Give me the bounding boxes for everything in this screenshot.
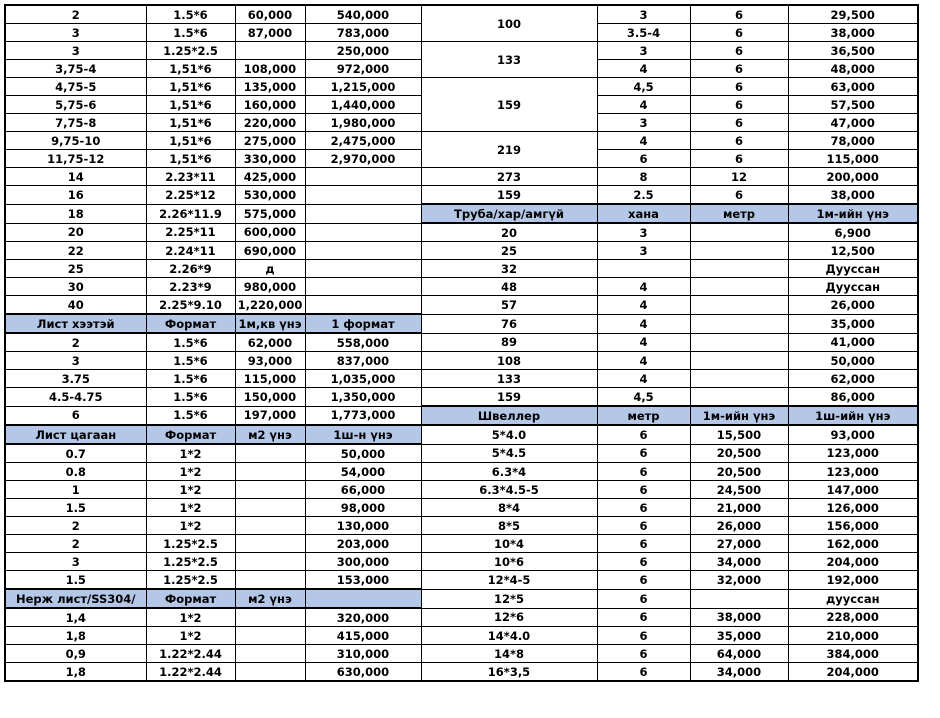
table-cell: 10*4 (421, 535, 597, 553)
table-cell: 1.5*6 (146, 333, 235, 352)
table-cell: 20 (5, 223, 146, 242)
table-cell: 1.22*2.44 (146, 663, 235, 682)
section-header-cell: Нерж лист/SS304/ (5, 589, 146, 608)
section-header-cell: Труба/хар/амгүй (421, 204, 597, 223)
table-cell: 89 (421, 333, 597, 352)
section-header-cell: 1 формат (305, 314, 421, 333)
table-cell: 1.25*2.5 (146, 535, 235, 553)
table-cell: 1,220,000 (235, 296, 305, 315)
table-cell: 10*6 (421, 553, 597, 571)
table-cell: 34,000 (690, 553, 788, 571)
table-cell: 6 (597, 517, 690, 535)
table-cell: 1.5*6 (146, 5, 235, 24)
table-cell: 25 (421, 242, 597, 260)
table-cell: 6 (597, 444, 690, 463)
table-cell: 20 (421, 223, 597, 242)
table-cell: 29,500 (788, 5, 918, 24)
table-cell: 300,000 (305, 553, 421, 571)
table-cell: 1*2 (146, 517, 235, 535)
table-cell: 48,000 (788, 60, 918, 78)
table-cell: 27,000 (690, 535, 788, 553)
table-cell: 0,9 (5, 645, 146, 663)
table-cell: 20,500 (690, 444, 788, 463)
table-cell: 8 (597, 168, 690, 186)
table-cell: 62,000 (788, 370, 918, 388)
table-cell: 197,000 (235, 406, 305, 425)
table-cell: 147,000 (788, 481, 918, 499)
table-cell: 2.25*12 (146, 186, 235, 205)
table-cell: 3 (5, 352, 146, 370)
table-cell (690, 260, 788, 278)
table-cell: 4 (597, 370, 690, 388)
table-cell: 2.25*11 (146, 223, 235, 242)
table-cell: 2.23*11 (146, 168, 235, 186)
table-cell: 30 (5, 278, 146, 296)
table-cell: 12*5 (421, 589, 597, 608)
table-cell: 3.5-4 (597, 24, 690, 42)
table-cell: 203,000 (305, 535, 421, 553)
table-cell: 1.5 (5, 499, 146, 517)
table-cell: 6.3*4.5-5 (421, 481, 597, 499)
table-cell: 1*2 (146, 499, 235, 517)
table-cell: 4 (597, 60, 690, 78)
table-cell: 6 (690, 24, 788, 42)
table-cell: 15,500 (690, 425, 788, 444)
section-header-cell: Швеллер (421, 406, 597, 425)
table-cell: 12,500 (788, 242, 918, 260)
table-cell (305, 278, 421, 296)
price-table-body (5, 5, 918, 681)
table-cell: 1,8 (5, 627, 146, 645)
table-cell (597, 260, 690, 278)
table-cell: 837,000 (305, 352, 421, 370)
table-cell: 18 (5, 204, 146, 223)
section-header-cell: 1ш-н үнэ (305, 425, 421, 444)
table-cell: 123,000 (788, 444, 918, 463)
table-cell: 5*4.0 (421, 425, 597, 444)
table-cell (235, 663, 305, 682)
section-header-cell: Лист хээтэй (5, 314, 146, 333)
table-cell: 530,000 (235, 186, 305, 205)
table-cell: 6 (597, 481, 690, 499)
table-cell: 3 (597, 242, 690, 260)
table-cell: 1,51*6 (146, 114, 235, 132)
table-cell: 3 (597, 114, 690, 132)
table-cell (235, 645, 305, 663)
table-cell: 57,500 (788, 96, 918, 114)
table-cell: 6 (690, 132, 788, 150)
table-cell: 220,000 (235, 114, 305, 132)
table-cell: 108,000 (235, 60, 305, 78)
table-cell: 1*2 (146, 608, 235, 627)
table-cell: 415,000 (305, 627, 421, 645)
table-cell: 62,000 (235, 333, 305, 352)
table-cell: 4 (597, 296, 690, 315)
table-cell: 4,5 (597, 388, 690, 407)
table-cell: 575,000 (235, 204, 305, 223)
section-header-cell: 1м-ийн үнэ (690, 406, 788, 425)
table-cell: 3.75 (5, 370, 146, 388)
table-cell: 4,5 (597, 78, 690, 96)
table-cell: 273 (421, 168, 597, 186)
table-cell: 204,000 (788, 663, 918, 682)
table-cell: 1,51*6 (146, 150, 235, 168)
table-cell: 425,000 (235, 168, 305, 186)
table-cell (305, 242, 421, 260)
section-header-cell: Формат (146, 425, 235, 444)
table-cell: 2.26*9 (146, 260, 235, 278)
table-cell: 1,035,000 (305, 370, 421, 388)
table-cell: 40 (5, 296, 146, 315)
table-cell: 972,000 (305, 60, 421, 78)
table-cell: 310,000 (305, 645, 421, 663)
table-cell: 100 (421, 5, 597, 42)
table-cell: 6 (597, 499, 690, 517)
section-header-cell: м2 үнэ (235, 589, 305, 608)
table-cell: 6 (5, 406, 146, 425)
table-cell (235, 42, 305, 60)
table-cell: 35,000 (788, 314, 918, 333)
table-cell: 32,000 (690, 571, 788, 590)
table-cell (690, 296, 788, 315)
section-header-cell: 1ш-ийн үнэ (788, 406, 918, 425)
table-cell: 76 (421, 314, 597, 333)
table-cell: 36,500 (788, 42, 918, 60)
table-cell: 6 (597, 663, 690, 682)
table-cell: 26,000 (690, 517, 788, 535)
table-cell: 160,000 (235, 96, 305, 114)
table-cell: 1.25*2.5 (146, 553, 235, 571)
table-cell: 4 (597, 314, 690, 333)
table-cell: 4 (597, 333, 690, 352)
table-cell: 2 (5, 535, 146, 553)
table-cell: 41,000 (788, 333, 918, 352)
table-cell (690, 370, 788, 388)
section-header-cell: м2 үнэ (235, 425, 305, 444)
table-cell: 135,000 (235, 78, 305, 96)
table-cell: 150,000 (235, 388, 305, 407)
table-cell: 6 (597, 150, 690, 168)
table-cell: 2.24*11 (146, 242, 235, 260)
table-cell: 8*5 (421, 517, 597, 535)
table-cell: 0.7 (5, 444, 146, 463)
table-cell: 1*2 (146, 627, 235, 645)
table-cell: 3,75-4 (5, 60, 146, 78)
table-cell: 228,000 (788, 608, 918, 627)
table-cell: 204,000 (788, 553, 918, 571)
table-cell: 1.5 (5, 571, 146, 590)
table-cell: 3 (597, 5, 690, 24)
table-cell: 3 (597, 223, 690, 242)
table-cell: 14*8 (421, 645, 597, 663)
table-cell: 219 (421, 132, 597, 168)
table-cell: 1,215,000 (305, 78, 421, 96)
table-cell: 4 (597, 96, 690, 114)
table-cell: 6 (597, 627, 690, 645)
table-cell: 4,75-5 (5, 78, 146, 96)
table-cell: 115,000 (788, 150, 918, 168)
table-cell: 3 (5, 42, 146, 60)
table-cell (235, 535, 305, 553)
table-cell: 6 (690, 150, 788, 168)
table-cell: 54,000 (305, 463, 421, 481)
table-cell: 57 (421, 296, 597, 315)
table-cell: 690,000 (235, 242, 305, 260)
table-cell (690, 223, 788, 242)
table-cell: 35,000 (690, 627, 788, 645)
table-cell: 1.5*6 (146, 24, 235, 42)
table-cell: 1.25*2.5 (146, 571, 235, 590)
table-cell: 6 (690, 78, 788, 96)
table-cell (235, 463, 305, 481)
table-cell (235, 444, 305, 463)
section-header-cell: метр (690, 204, 788, 223)
price-list-table (4, 4, 919, 682)
table-cell: 630,000 (305, 663, 421, 682)
table-cell: 4.5-4.75 (5, 388, 146, 407)
table-cell: 2.26*11.9 (146, 204, 235, 223)
table-cell: 48 (421, 278, 597, 296)
table-cell: 115,000 (235, 370, 305, 388)
table-cell: 1,51*6 (146, 96, 235, 114)
table-cell: 1,350,000 (305, 388, 421, 407)
table-cell: 12*6 (421, 608, 597, 627)
table-cell: 6 (690, 42, 788, 60)
table-cell: 22 (5, 242, 146, 260)
table-cell: 63,000 (788, 78, 918, 96)
table-cell: 1,51*6 (146, 132, 235, 150)
table-cell: Дууссан (788, 260, 918, 278)
table-cell (305, 223, 421, 242)
table-cell: 6 (597, 463, 690, 481)
table-cell: 1,8 (5, 663, 146, 682)
table-cell: 320,000 (305, 608, 421, 627)
table-cell (235, 481, 305, 499)
table-cell: 1.5*6 (146, 388, 235, 407)
table-cell: 12 (690, 168, 788, 186)
table-cell: 108 (421, 352, 597, 370)
table-cell: 9,75-10 (5, 132, 146, 150)
table-cell: 980,000 (235, 278, 305, 296)
table-cell (690, 388, 788, 407)
table-cell: 6 (597, 645, 690, 663)
table-cell: 6 (690, 186, 788, 205)
table-cell: 153,000 (305, 571, 421, 590)
table-cell: 275,000 (235, 132, 305, 150)
table-cell: 6 (690, 114, 788, 132)
table-cell: 93,000 (788, 425, 918, 444)
table-cell (235, 517, 305, 535)
table-cell: 2 (5, 517, 146, 535)
table-cell: 1.5*6 (146, 406, 235, 425)
table-cell (690, 589, 788, 608)
table-cell: 20,500 (690, 463, 788, 481)
table-cell: 38,000 (690, 608, 788, 627)
table-cell: 38,000 (788, 24, 918, 42)
table-cell (235, 553, 305, 571)
table-cell: 1,51*6 (146, 78, 235, 96)
table-cell: 2.5 (597, 186, 690, 205)
table-cell: 32 (421, 260, 597, 278)
table-cell: 6 (690, 96, 788, 114)
table-cell: 60,000 (235, 5, 305, 24)
table-cell: 210,000 (788, 627, 918, 645)
table-cell (690, 333, 788, 352)
table-cell: 133 (421, 370, 597, 388)
table-cell (235, 499, 305, 517)
table-cell: 200,000 (788, 168, 918, 186)
table-cell: 21,000 (690, 499, 788, 517)
table-cell: 4 (597, 132, 690, 150)
table-cell: 1.5*6 (146, 370, 235, 388)
table-cell: дууссан (788, 589, 918, 608)
section-header-cell: Формат (146, 314, 235, 333)
table-cell: 14 (5, 168, 146, 186)
table-cell: Дууссан (788, 278, 918, 296)
table-cell: 1.25*2.5 (146, 42, 235, 60)
table-cell: 1,4 (5, 608, 146, 627)
table-cell: 64,000 (690, 645, 788, 663)
table-cell: 98,000 (305, 499, 421, 517)
table-cell: 78,000 (788, 132, 918, 150)
section-header-cell: 1м,кв үнэ (235, 314, 305, 333)
table-cell: 6 (597, 425, 690, 444)
table-cell: 93,000 (235, 352, 305, 370)
table-cell: 6 (690, 5, 788, 24)
table-cell: 162,000 (788, 535, 918, 553)
table-cell: 47,000 (788, 114, 918, 132)
table-cell: 133 (421, 42, 597, 78)
table-cell: 25 (5, 260, 146, 278)
table-cell: 86,000 (788, 388, 918, 407)
table-cell: 540,000 (305, 5, 421, 24)
table-cell (305, 296, 421, 315)
table-cell: 1,980,000 (305, 114, 421, 132)
table-cell: 384,000 (788, 645, 918, 663)
table-cell: 38,000 (788, 186, 918, 205)
table-cell: 330,000 (235, 150, 305, 168)
table-cell: 6 (690, 60, 788, 78)
table-cell: 6,900 (788, 223, 918, 242)
table-cell: 1,440,000 (305, 96, 421, 114)
table-cell: 1*2 (146, 481, 235, 499)
section-header-cell: 1м-ийн үнэ (788, 204, 918, 223)
table-cell: 2 (5, 333, 146, 352)
table-cell: 0.8 (5, 463, 146, 481)
table-cell (235, 608, 305, 627)
table-cell (690, 242, 788, 260)
table-cell: 3 (5, 553, 146, 571)
table-cell: 5,75-6 (5, 96, 146, 114)
table-cell: 34,000 (690, 663, 788, 682)
table-cell: д (235, 260, 305, 278)
table-cell: 5*4.5 (421, 444, 597, 463)
table-cell: 6 (597, 589, 690, 608)
table-cell: 156,000 (788, 517, 918, 535)
table-cell: 50,000 (305, 444, 421, 463)
table-cell (305, 260, 421, 278)
table-cell: 2.25*9.10 (146, 296, 235, 315)
table-cell: 250,000 (305, 42, 421, 60)
table-cell: 16 (5, 186, 146, 205)
table-cell: 4 (597, 352, 690, 370)
table-cell: 66,000 (305, 481, 421, 499)
table-cell: 2,970,000 (305, 150, 421, 168)
table-cell: 126,000 (788, 499, 918, 517)
table-cell: 12*4-5 (421, 571, 597, 590)
table-cell: 14*4.0 (421, 627, 597, 645)
table-cell: 26,000 (788, 296, 918, 315)
table-cell: 783,000 (305, 24, 421, 42)
table-cell: 6.3*4 (421, 463, 597, 481)
table-cell: 87,000 (235, 24, 305, 42)
table-cell: 24,500 (690, 481, 788, 499)
table-cell: 1,51*6 (146, 60, 235, 78)
table-cell: 159 (421, 186, 597, 205)
table-cell: 192,000 (788, 571, 918, 590)
table-cell: 1*2 (146, 463, 235, 481)
table-cell: 8*4 (421, 499, 597, 517)
table-cell (305, 204, 421, 223)
table-cell: 50,000 (788, 352, 918, 370)
table-cell: 6 (597, 571, 690, 590)
table-cell: 6 (597, 608, 690, 627)
table-cell (690, 314, 788, 333)
table-cell: 600,000 (235, 223, 305, 242)
section-header-cell: метр (597, 406, 690, 425)
table-cell: 1.5*6 (146, 352, 235, 370)
table-cell: 1 (5, 481, 146, 499)
table-cell: 159 (421, 388, 597, 407)
table-cell (305, 186, 421, 205)
section-header-cell: хана (597, 204, 690, 223)
section-header-cell (305, 589, 421, 608)
table-cell: 130,000 (305, 517, 421, 535)
table-cell: 1*2 (146, 444, 235, 463)
table-cell: 2 (5, 5, 146, 24)
table-cell: 4 (597, 278, 690, 296)
table-cell (690, 278, 788, 296)
table-cell: 1,773,000 (305, 406, 421, 425)
table-cell: 159 (421, 78, 597, 132)
table-cell (305, 168, 421, 186)
table-cell (690, 352, 788, 370)
table-cell: 3 (597, 42, 690, 60)
table-cell: 7,75-8 (5, 114, 146, 132)
section-header-cell: Формат (146, 589, 235, 608)
table-cell (235, 571, 305, 590)
table-cell: 6 (597, 553, 690, 571)
table-cell: 16*3,5 (421, 663, 597, 682)
table-cell: 558,000 (305, 333, 421, 352)
table-cell: 3 (5, 24, 146, 42)
table-cell (235, 627, 305, 645)
section-header-cell: Лист цагаан (5, 425, 146, 444)
table-cell: 2.23*9 (146, 278, 235, 296)
table-cell: 11,75-12 (5, 150, 146, 168)
table-cell: 6 (597, 535, 690, 553)
table-cell: 123,000 (788, 463, 918, 481)
table-cell: 2,475,000 (305, 132, 421, 150)
table-cell: 1.22*2.44 (146, 645, 235, 663)
